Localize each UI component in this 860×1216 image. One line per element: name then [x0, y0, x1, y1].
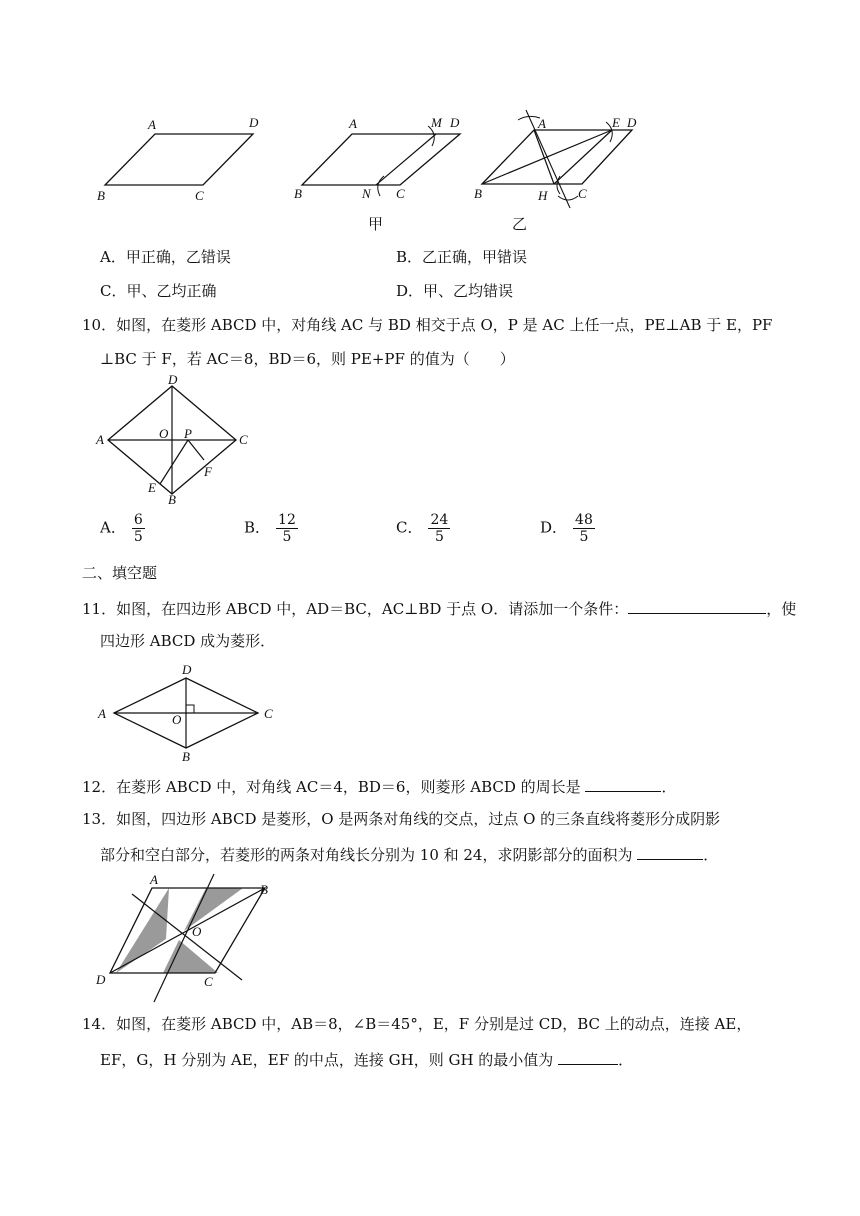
q10-option-c-prefix: C． [396, 518, 423, 537]
q14-answer-blank[interactable] [558, 1048, 618, 1065]
q10-option-a-prefix: A． [100, 518, 126, 537]
q9-figure-parallelogram [95, 112, 265, 202]
fraction-numerator: 12 [278, 512, 296, 528]
label-B: B [97, 188, 105, 203]
q10-option-b-fraction [276, 512, 298, 545]
q10-option-a-fraction [132, 512, 145, 545]
label-A: A [98, 706, 106, 721]
label-C: C [204, 974, 213, 989]
label-D: D [182, 662, 192, 677]
label-C: C [578, 186, 587, 201]
q13-answer-blank[interactable] [637, 843, 703, 860]
label-D: D [96, 972, 106, 987]
label-H: H [538, 188, 548, 203]
q9-option-b: B．乙正确，甲错误 [396, 248, 528, 266]
label-A: A [150, 872, 158, 887]
q10-option-c [396, 512, 450, 545]
q14-stem-tail: ． [618, 1051, 634, 1069]
label-B: B [168, 492, 176, 507]
q13-stem-line2 [100, 843, 718, 865]
fraction-denominator: 5 [282, 529, 292, 545]
label-M: M [431, 115, 442, 130]
fraction-numerator: 6 [133, 512, 143, 528]
label-A: A [96, 432, 104, 447]
fraction-numerator: 24 [430, 512, 449, 528]
q11-figure-rhombus [92, 660, 282, 770]
label-B: B [260, 882, 268, 897]
label-O: O [172, 712, 182, 727]
label-D: D [450, 115, 460, 130]
label-A: A [148, 117, 156, 132]
label-C: C [195, 188, 204, 203]
label-C: C [264, 706, 273, 721]
q13-stem-tail: ． [703, 846, 719, 864]
fraction-denominator: 5 [133, 529, 143, 545]
q9-option-a: A．甲正确，乙错误 [100, 248, 231, 266]
q9-figure-yi [472, 104, 642, 214]
q10-option-c-fraction [428, 512, 450, 545]
label-E: E [612, 115, 620, 130]
q10-stem-line2: ⊥BC 于 F，若 AC＝8，BD＝6，则 PE+PF 的值为（ ） [100, 350, 515, 368]
label-D: D [168, 372, 178, 387]
q13-figure-shaded-rhombus [92, 870, 282, 1010]
q12-stem-tail: ． [661, 778, 677, 796]
q9-option-d: D．甲、乙均错误 [396, 282, 514, 300]
q10-option-b-prefix: B． [244, 518, 271, 537]
label-E: E [148, 480, 156, 495]
label-C: C [239, 432, 248, 447]
label-C: C [396, 186, 405, 201]
q12-stem-text: 12．在菱形 ABCD 中，对角线 AC＝4，BD＝6，则菱形 ABCD 的周长是 [82, 778, 581, 796]
label-P: P [184, 426, 192, 441]
label-D: D [627, 115, 637, 130]
label-A: A [349, 116, 357, 131]
fraction-numerator: 48 [575, 512, 593, 528]
q11-answer-blank[interactable] [628, 597, 766, 614]
q13-stem-line1: 13．如图，四边形 ABCD 是菱形，O 是两条对角线的交点，过点 O 的三条直线将菱形分成阴影 [82, 810, 721, 828]
q11-stem-text: 11．如图，在四边形 ABCD 中，AD＝BC，AC⊥BD 于点 O．请添加一个条件： [82, 600, 629, 618]
q12-answer-blank[interactable] [585, 775, 661, 792]
caption-jia: 甲 [368, 215, 384, 233]
label-D: D [249, 115, 259, 130]
q11-stem-line1 [82, 597, 796, 619]
q14-stem-line2 [100, 1048, 633, 1070]
q10-stem-line1: 10．如图，在菱形 ABCD 中，对角线 AC 与 BD 相交于点 O，P 是 AC 上任一点，PE⊥AB 于 E，PF [82, 316, 773, 334]
q13-stem-text: 部分和空白部分，若菱形的两条对角线长分别为 10 和 24，求阴影部分的面积为 [100, 846, 633, 864]
section-heading: 二、填空题 [82, 564, 158, 582]
fraction-denominator: 5 [579, 529, 589, 545]
label-B: B [474, 186, 482, 201]
q12-stem [82, 775, 676, 797]
q9-figure-jia [292, 112, 472, 202]
caption-yi: 乙 [512, 215, 528, 233]
label-O: O [159, 426, 169, 441]
q10-option-d [540, 512, 595, 545]
q10-option-b [244, 512, 298, 545]
label-B: B [182, 749, 190, 764]
q9-option-c: C．甲、乙均正确 [100, 282, 217, 300]
q11-stem-line2: 四边形 ABCD 成为菱形． [100, 632, 276, 650]
label-B: B [294, 186, 302, 201]
q10-option-d-fraction [573, 512, 595, 545]
q14-stem-text: EF，G，H 分别为 AE，EF 的中点，连接 GH，则 GH 的最小值为 [100, 1051, 554, 1069]
q10-option-a [100, 512, 145, 545]
label-F: F [204, 464, 212, 479]
label-O: O [192, 924, 202, 939]
q11-stem-tail: ，使 [766, 600, 797, 618]
q10-option-d-prefix: D． [540, 518, 568, 537]
q10-figure-rhombus [92, 372, 262, 516]
q14-stem-line1: 14．如图，在菱形 ABCD 中，AB＝8，∠B＝45°，E，F 分别是过 CD，BC 上的动点，连接 AE， [82, 1015, 752, 1033]
fraction-denominator: 5 [434, 529, 444, 545]
label-A: A [538, 116, 546, 131]
label-N: N [362, 186, 371, 201]
